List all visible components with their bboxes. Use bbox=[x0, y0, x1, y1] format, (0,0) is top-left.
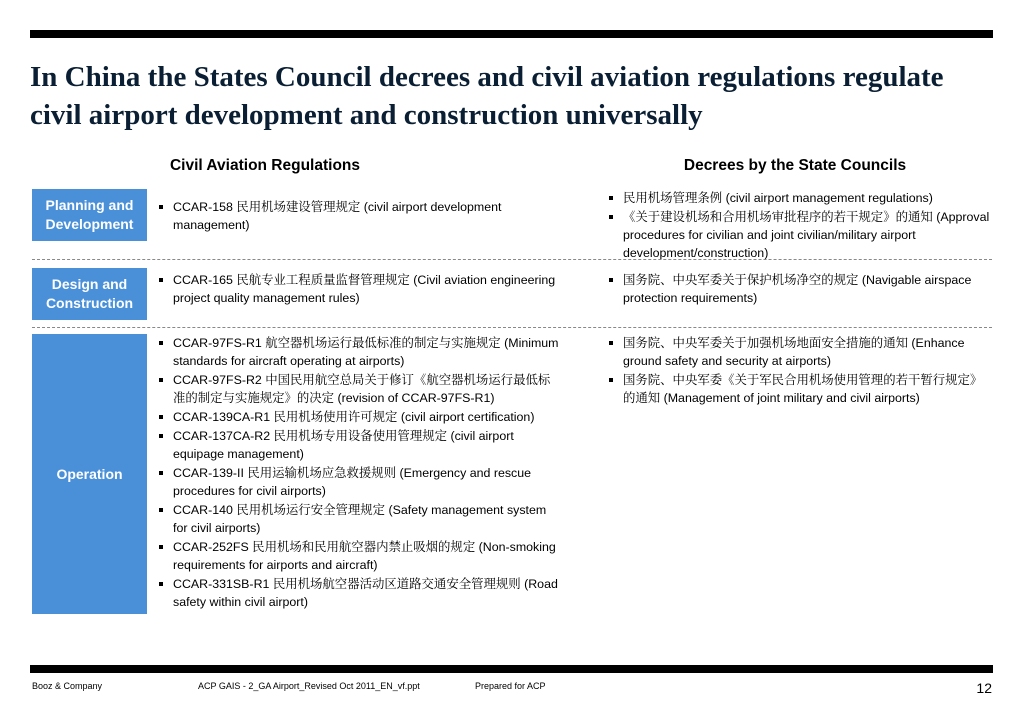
footer-prepared: Prepared for ACP bbox=[475, 681, 546, 691]
row-divider bbox=[32, 327, 992, 328]
row-divider bbox=[32, 259, 992, 260]
regulations-list-design bbox=[155, 271, 560, 308]
regulations-list-planning bbox=[155, 198, 560, 235]
footer-company: Booz & Company bbox=[32, 681, 103, 691]
list-item: 国务院、中央军委《关于军民合用机场使用管理的若干暂行规定》的通知 (Management of joint military and civil airports) bbox=[605, 371, 990, 407]
slide-title: In China the States Council decrees and civil aviation regulations regulate civil airport development and construction universally bbox=[30, 61, 944, 131]
list-item: CCAR-252FS 民用机场和民用航空器内禁止吸烟的规定 (Non-smoking requirements for airports and aircraft) bbox=[155, 538, 560, 574]
list-item: 《关于建设机场和合用机场审批程序的若干规定》的通知 (Approval procedures for civilian and joint civilian/military airport development/construction) bbox=[605, 208, 990, 262]
list-item: 国务院、中央军委关于保护机场净空的规定 (Navigable airspace protection requirements) bbox=[605, 271, 990, 307]
column-header-regulations: Civil Aviation Regulations bbox=[169, 157, 361, 174]
row-label-planning: Planning and Development bbox=[32, 189, 147, 241]
list-item: CCAR-139-II 民用运输机场应急救援规则 (Emergency and rescue procedures for civil airports) bbox=[155, 464, 560, 500]
list-item: CCAR-165 民航专业工程质量监督管理规定 (Civil aviation engineering project quality management rules) bbox=[155, 271, 560, 307]
list-item: CCAR-331SB-R1 民用机场航空器活动区道路交通安全管理规则 (Road safety within civil airport) bbox=[155, 575, 560, 611]
list-item: CCAR-158 民用机场建设管理规定 (civil airport development management) bbox=[155, 198, 560, 234]
footer-filename: ACP GAIS - 2_GA Airport_Revised Oct 2011_EN_vf.ppt bbox=[198, 681, 420, 691]
list-item: CCAR-97FS-R1 航空器机场运行最低标准的制定与实施规定 (Minimum standards for aircraft operating at airports) bbox=[155, 334, 560, 370]
decrees-list-design bbox=[605, 271, 990, 308]
list-item: CCAR-139CA-R1 民用机场使用许可规定 (civil airport certification) bbox=[155, 408, 560, 426]
regulations-list-operation bbox=[155, 334, 560, 612]
list-item: CCAR-137CA-R2 民用机场专用设备使用管理规定 (civil airport equipage management) bbox=[155, 427, 560, 463]
decrees-list-operation bbox=[605, 334, 990, 408]
column-header-decrees: Decrees by the State Councils bbox=[683, 157, 907, 174]
row-label-design: Design and Construction bbox=[32, 268, 147, 320]
list-item: 国务院、中央军委关于加强机场地面安全措施的通知 (Enhance ground safety and security at airports) bbox=[605, 334, 990, 370]
row-label-operation: Operation bbox=[32, 334, 147, 614]
bottom-rule bbox=[30, 665, 993, 673]
list-item: CCAR-140 民用机场运行安全管理规定 (Safety management system for civil airports) bbox=[155, 501, 560, 537]
page-number: 12 bbox=[976, 680, 992, 696]
list-item: CCAR-97FS-R2 中国民用航空总局关于修订《航空器机场运行最低标准的制定与实施规定》的决定 (revision of CCAR-97FS-R1) bbox=[155, 371, 560, 407]
decrees-list-planning bbox=[605, 189, 990, 263]
top-rule bbox=[30, 30, 993, 38]
list-item: 民用机场管理条例 (civil airport management regulations) bbox=[605, 189, 990, 207]
